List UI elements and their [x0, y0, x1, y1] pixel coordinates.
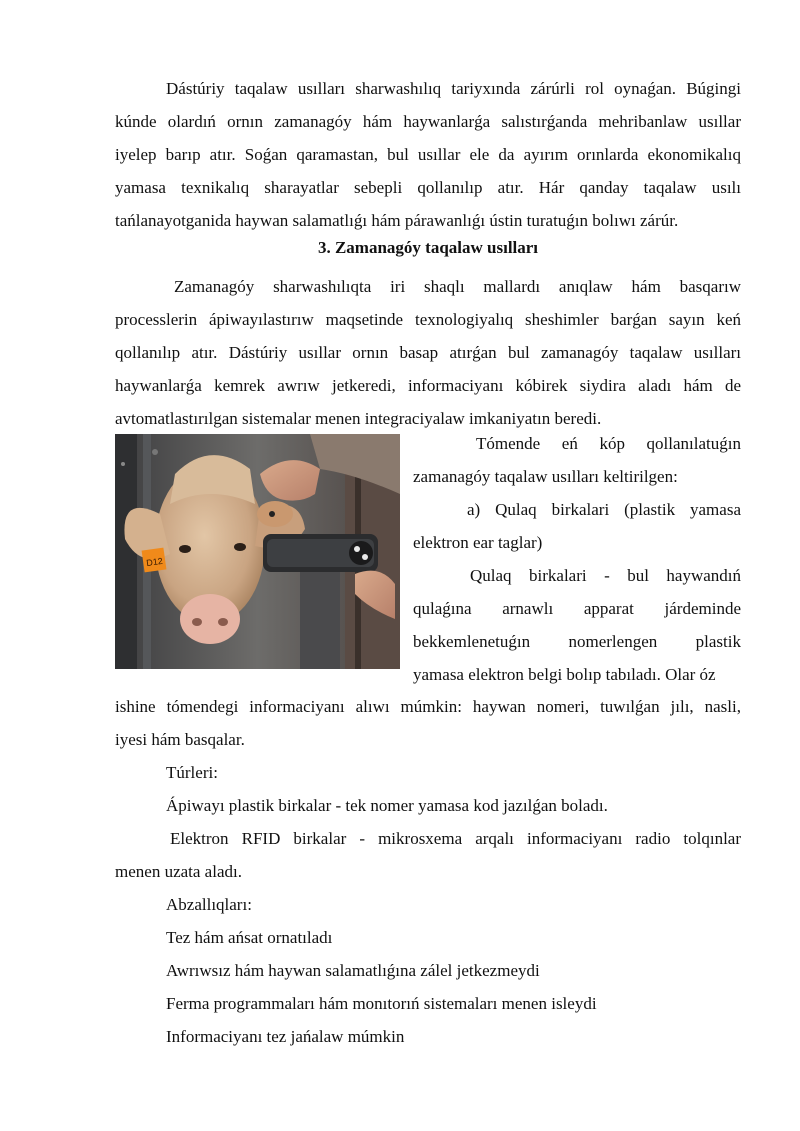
paragraph-1-line: kúnde olardıń ornın zamanagóy hám haywanlarǵa salıstırǵanda mehribanlaw usıllar — [115, 112, 741, 131]
advantage-item: Awrıwsız hám haywan salamatlıǵına zálel jetkezmeydi — [166, 961, 540, 980]
wrap-text-line: yamasa elektron belgi bolıp tabıladı. Olar óz — [413, 665, 716, 684]
types-label: Túrleri: — [166, 763, 218, 782]
ear-tag-label: D12 — [145, 555, 164, 569]
paragraph-2-line: haywanlarǵa kemrek awrıw jetkeredi, informaciyanı kóbirek siydira aladı hám de — [115, 376, 741, 395]
advantage-item: Informaciyanı tez jańalaw múmkin — [166, 1027, 405, 1046]
paragraph-3-line: ishine tómendegi informaciyanı alıwı múmkin: haywan nomeri, tuwılǵan jılı, nasli, — [115, 697, 741, 716]
advantage-item: Tez hám ańsat ornatıladı — [166, 928, 333, 947]
advantage-item: Ferma programmaları hám monıtorıń sistemaları menen isleydi — [166, 994, 597, 1013]
paragraph-1-line: yamasa texnikalıq sharayatlar sebepli qollanılıp atır. Hár qanday taqalaw usılı — [115, 178, 741, 197]
paragraph-1-line: iyelep barıp atır. Soǵan qaramastan, bul usıllar ele da ayırım orınlarda ekonomikalıq — [115, 145, 741, 164]
paragraph-2-line: processlerin ápiwayılastırıw maqsetinde texnologiyalıq sheshimler barǵan sayın keń — [115, 310, 741, 329]
cow-ear-tag-photo — [115, 434, 400, 669]
wrap-text-line: Qulaq birkalari - bul haywandıń — [470, 566, 741, 585]
advantages-label: Abzallıqları: — [166, 895, 252, 914]
paragraph-2-line: qollanılıp atır. Dástúriy usıllar ornın basap atırǵan bul zamanagóy taqalaw usılları — [115, 343, 741, 362]
wrap-text-line: a) Qulaq birkalari (plastik yamasa — [467, 500, 741, 519]
wrap-text-line: qulaǵına arnawlı apparat járdeminde — [413, 599, 741, 618]
wrap-text-line: elektron ear taglar) — [413, 533, 543, 552]
paragraph-1-line: tańlanayotganida haywan salamatlıǵı hám párawanlıǵı ústin turatuǵın bolıwı zárúr. — [115, 211, 679, 230]
types-item-continued: menen uzata aladı. — [115, 862, 242, 881]
wrap-text-line: bekkemlenetuǵın nomerlengen plastik — [413, 632, 741, 651]
paragraph-3-line: iyesi hám basqalar. — [115, 730, 245, 749]
types-item: Ápiwayı plastik birkalar - tek nomer yamasa kod jazılǵan boladı. — [166, 796, 608, 815]
paragraph-1-line: Dástúriy taqalaw usılları sharwashılıq tariyxında zárúrli rol oynaǵan. Búgingi — [166, 79, 741, 98]
section-heading: 3. Zamanagóy taqalaw usılları — [317, 238, 539, 257]
paragraph-2-line: avtomatlastırılgan sistemalar menen integraciyalaw imkaniyatın beredi. — [115, 409, 602, 428]
wrap-text-line: zamanagóy taqalaw usılları keltirilgen: — [413, 467, 678, 486]
wrap-text-line: Tómende eń kóp qollanılatuǵın — [476, 434, 741, 453]
paragraph-2-line: Zamanagóy sharwashılıqta iri shaqlı mallardı anıqlaw hám basqarıw — [174, 277, 741, 296]
types-item: Elektron RFID birkalar - mikrosxema arqalı informaciyanı radio tolqınlar — [170, 829, 741, 848]
